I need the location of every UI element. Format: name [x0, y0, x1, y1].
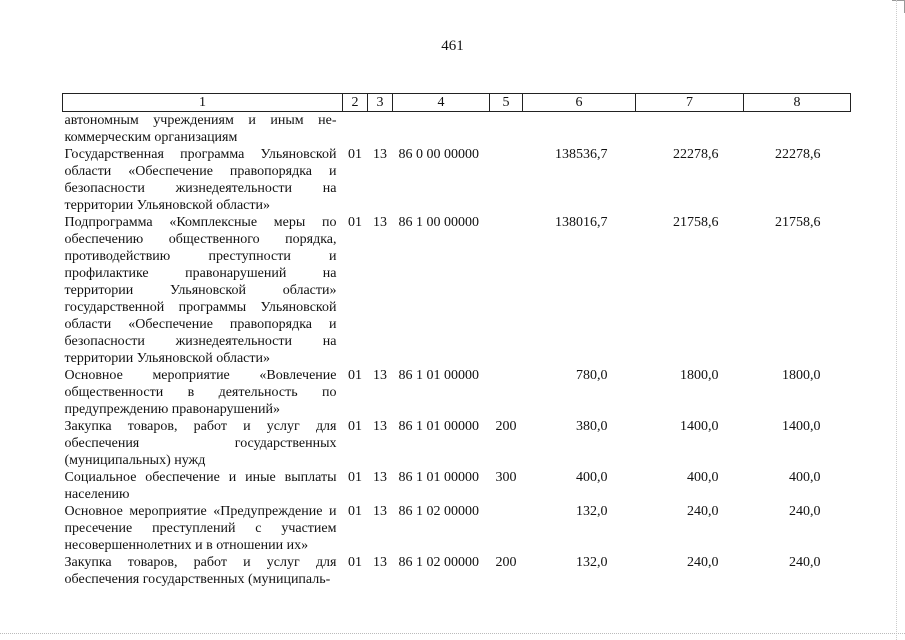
code-subsection: 13 [373, 419, 387, 434]
expense-type: 200 [495, 419, 517, 434]
amount-col-8 [744, 112, 851, 147]
code-section: 01 [348, 504, 362, 519]
budget-table [62, 93, 851, 588]
amount-col-6 [523, 112, 636, 147]
code-section: 01 [348, 419, 362, 434]
scan-edge-line [896, 0, 897, 640]
amount-col-8: 400,0 [789, 470, 821, 485]
scan-bottom-edge [0, 633, 905, 634]
row-name: Подпрограмма «Комплексные меры по обеспечению общественного порядка, противодействию преступности и профилактике правонарушений на территории Ульяновской области» государственной программы Ульяновской области «Обеспечение правопорядка и безопасности жизнедеятельности на территории Ульяновской области» [64, 215, 337, 366]
amount-col-6: 780,0 [576, 368, 608, 383]
amount-col-6: 132,0 [576, 555, 608, 570]
amount-col-6: 138016,7 [555, 215, 608, 230]
expense-type: 300 [495, 470, 517, 485]
target-article: 86 1 01 00000 [398, 470, 479, 485]
table-row [63, 146, 851, 214]
table-row [63, 503, 851, 554]
target-article [393, 112, 490, 147]
code-section: 01 [348, 215, 362, 230]
expense-type [490, 214, 523, 367]
column-header-7: 7 [636, 94, 744, 112]
table-row [63, 469, 851, 503]
amount-col-7: 240,0 [687, 555, 719, 570]
amount-col-7: 1800,0 [680, 368, 719, 383]
column-header-6: 6 [523, 94, 636, 112]
code-section: 01 [348, 555, 362, 570]
table-row [63, 112, 851, 147]
amount-col-8: 22278,6 [775, 147, 821, 162]
column-header-3: 3 [368, 94, 393, 112]
amount-col-7: 400,0 [687, 470, 719, 485]
amount-col-7: 22278,6 [673, 147, 719, 162]
amount-col-7: 240,0 [687, 504, 719, 519]
table-row [63, 418, 851, 469]
expense-type [490, 112, 523, 147]
amount-col-8: 1400,0 [782, 419, 821, 434]
amount-col-8: 21758,6 [775, 215, 821, 230]
scan-corner-mark [892, 0, 905, 13]
code-section [343, 112, 368, 147]
row-name: автономным учреждениям и иным не-коммерческим организациям [64, 113, 337, 145]
amount-col-6: 132,0 [576, 504, 608, 519]
row-name: Закупка товаров, работ и услуг для обеспечения государственных (муниципальных) нужд [64, 419, 337, 468]
column-header-1: 1 [63, 94, 343, 112]
code-subsection: 13 [373, 470, 387, 485]
amount-col-8: 240,0 [789, 504, 821, 519]
row-name: Закупка товаров, работ и услуг для обеспечения государственных (муниципаль- [64, 555, 337, 587]
table-row [63, 554, 851, 588]
target-article: 86 1 01 00000 [398, 368, 479, 383]
target-article: 86 1 02 00000 [398, 504, 479, 519]
expense-type [490, 146, 523, 214]
code-subsection: 13 [373, 215, 387, 230]
column-header-5: 5 [490, 94, 523, 112]
code-section: 01 [348, 147, 362, 162]
code-section: 01 [348, 470, 362, 485]
expense-type [490, 367, 523, 418]
expense-type [490, 503, 523, 554]
target-article: 86 0 00 00000 [398, 147, 479, 162]
table-row [63, 367, 851, 418]
code-subsection: 13 [373, 555, 387, 570]
amount-col-8: 1800,0 [782, 368, 821, 383]
table-row [63, 214, 851, 367]
code-section: 01 [348, 368, 362, 383]
table-header-row [63, 94, 851, 112]
amount-col-7 [636, 112, 744, 147]
column-header-4: 4 [393, 94, 490, 112]
code-subsection: 13 [373, 504, 387, 519]
page-number: 461 [441, 38, 464, 54]
row-name: Социальное обеспечение и иные выплаты населению [64, 470, 337, 502]
column-header-2: 2 [343, 94, 368, 112]
expense-type: 200 [495, 555, 517, 570]
amount-col-7: 1400,0 [680, 419, 719, 434]
amount-col-6: 138536,7 [555, 147, 608, 162]
target-article: 86 1 01 00000 [398, 419, 479, 434]
code-subsection: 13 [373, 368, 387, 383]
amount-col-6: 380,0 [576, 419, 608, 434]
row-name: Государственная программа Ульяновской области «Обеспечение правопорядка и безопасности жизнедеятельности на территории Ульяновской области» [64, 147, 337, 213]
target-article: 86 1 02 00000 [398, 555, 479, 570]
amount-col-6: 400,0 [576, 470, 608, 485]
target-article: 86 1 00 00000 [398, 215, 479, 230]
column-header-8: 8 [744, 94, 851, 112]
row-name: Основное мероприятие «Предупреждение и пресечение преступлений с участием несовершеннолетних и в отношении их» [64, 504, 337, 553]
amount-col-8: 240,0 [789, 555, 821, 570]
code-subsection [368, 112, 393, 147]
code-subsection: 13 [373, 147, 387, 162]
amount-col-7: 21758,6 [673, 215, 719, 230]
row-name: Основное мероприятие «Вовлечение общественности в деятельность по предупреждению правонарушений» [64, 368, 337, 417]
